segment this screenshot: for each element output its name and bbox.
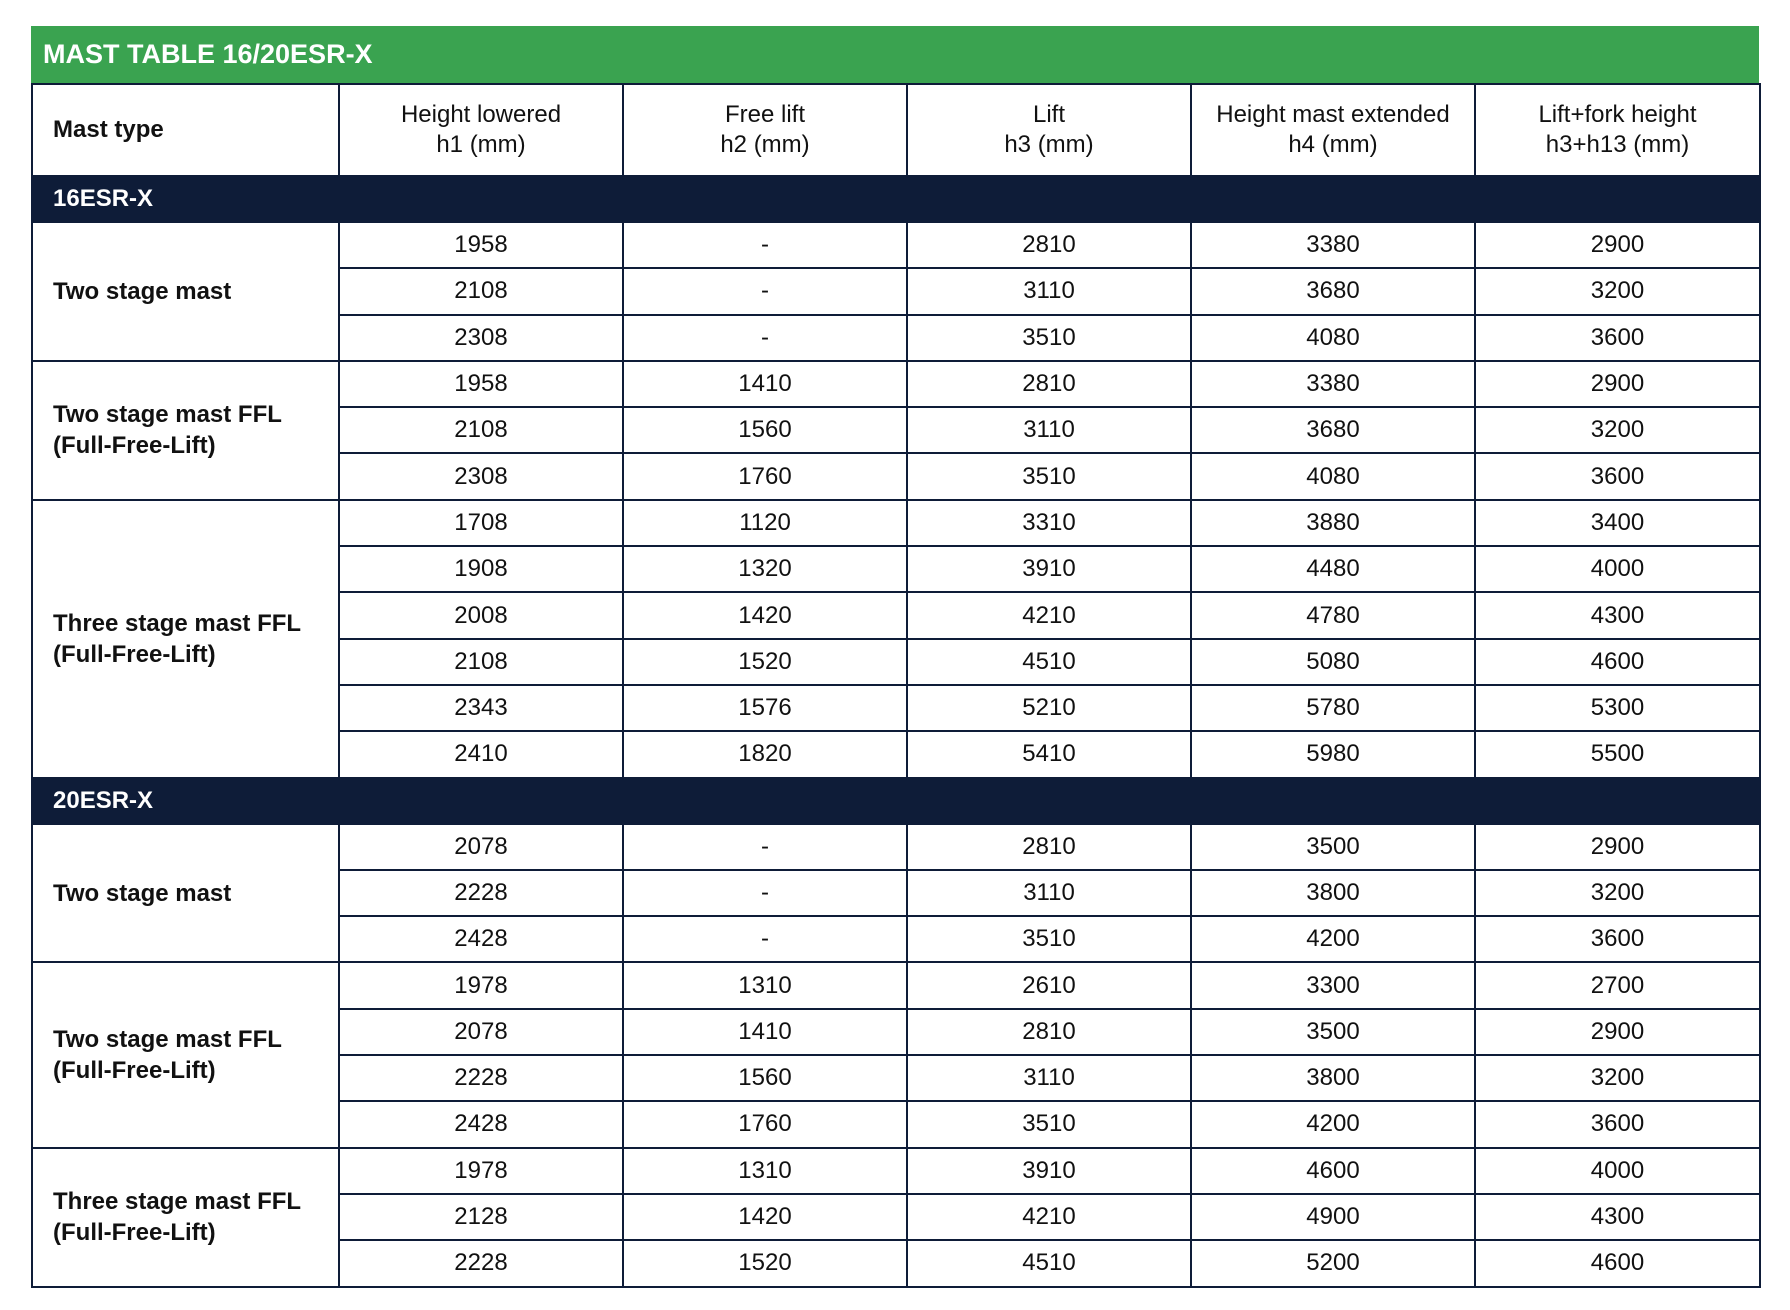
table-cell: - (623, 916, 907, 962)
table-cell: 3300 (1191, 962, 1475, 1008)
mast-type-name: Three stage mast FFL (53, 1188, 302, 1216)
table-cell: 1576 (623, 685, 907, 731)
table-cell: 4200 (1191, 916, 1475, 962)
table-cell: 2228 (339, 1240, 623, 1286)
table-cell: 2128 (339, 1194, 623, 1240)
column-header-free-lift: Free lift h2 (mm) (623, 84, 907, 176)
mast-type-cell (32, 222, 339, 361)
table-cell: 3200 (1475, 1055, 1760, 1101)
table-cell: 3600 (1475, 916, 1760, 962)
table-cell: 3500 (1191, 1009, 1475, 1055)
table-cell: 4300 (1475, 1194, 1760, 1240)
table-cell: 3380 (1191, 222, 1475, 268)
table-cell: 2810 (907, 361, 1191, 407)
table-cell: 3600 (1475, 453, 1760, 499)
table-cell: 5980 (1191, 731, 1475, 777)
column-header-height-lowered: Height lowered h1 (mm) (339, 84, 623, 176)
table-cell: 2900 (1475, 824, 1760, 870)
table-cell: 3910 (907, 1148, 1191, 1194)
table-cell: 1978 (339, 1148, 623, 1194)
table-cell: 3680 (1191, 268, 1475, 314)
table-cell: 1120 (623, 500, 907, 546)
column-header-lift: Lift h3 (mm) (907, 84, 1191, 176)
table-cell: 1310 (623, 962, 907, 1008)
table-cell: 3510 (907, 453, 1191, 499)
mast-type-subtitle: (Full-Free-Lift) (53, 432, 216, 460)
table-cell: 3800 (1191, 1055, 1475, 1101)
table-cell: 2108 (339, 639, 623, 685)
table-row (32, 222, 1760, 268)
table-row (32, 962, 1760, 1008)
table-cell: 3800 (1191, 870, 1475, 916)
table-cell: 2900 (1475, 361, 1760, 407)
table-cell: 3200 (1475, 268, 1760, 314)
table-cell: 2428 (339, 1101, 623, 1147)
table-cell: 1520 (623, 1240, 907, 1286)
table-cell: 5210 (907, 685, 1191, 731)
table-cell: 3110 (907, 407, 1191, 453)
table-cell: 2228 (339, 870, 623, 916)
table-cell: 5410 (907, 731, 1191, 777)
mast-type-cell (32, 500, 339, 778)
table-row (32, 361, 1760, 407)
table-cell: 1420 (623, 592, 907, 638)
section-title: 20ESR-X (32, 778, 1760, 824)
table-cell: - (623, 824, 907, 870)
table-cell: 3680 (1191, 407, 1475, 453)
table-cell: 4300 (1475, 592, 1760, 638)
column-header-height-mast-extended: Height mast extended h4 (mm) (1191, 84, 1475, 176)
table-cell: 2108 (339, 268, 623, 314)
table-cell: 4080 (1191, 315, 1475, 361)
table-cell: 2810 (907, 222, 1191, 268)
table-cell: - (623, 870, 907, 916)
table-cell: 5200 (1191, 1240, 1475, 1286)
table-cell: 3110 (907, 1055, 1191, 1101)
table-cell: 4510 (907, 639, 1191, 685)
table-cell: 2900 (1475, 222, 1760, 268)
table-cell: 2428 (339, 916, 623, 962)
table-cell: - (623, 268, 907, 314)
table-cell: 4210 (907, 1194, 1191, 1240)
table-cell: 5500 (1475, 731, 1760, 777)
table-cell: 4600 (1475, 1240, 1760, 1286)
mast-type-cell (32, 962, 339, 1147)
table-cell: 2410 (339, 731, 623, 777)
table-cell: 3880 (1191, 500, 1475, 546)
mast-type-subtitle: (Full-Free-Lift) (53, 1219, 216, 1247)
mast-type-cell (32, 361, 339, 500)
table-cell: 3200 (1475, 407, 1760, 453)
table-cell: 1958 (339, 222, 623, 268)
table-title: MAST TABLE 16/20ESR-X (31, 26, 1759, 83)
table-cell: 1410 (623, 1009, 907, 1055)
table-cell: 1760 (623, 453, 907, 499)
mast-type-cell (32, 824, 339, 963)
table-cell: 4780 (1191, 592, 1475, 638)
mast-type-name: Two stage mast (53, 879, 232, 907)
mast-type-name: Three stage mast FFL (53, 609, 302, 637)
section-row (32, 176, 1760, 222)
header-row (32, 84, 1760, 176)
table-cell: 1560 (623, 1055, 907, 1101)
table-row (32, 1148, 1760, 1194)
table-cell: 4200 (1191, 1101, 1475, 1147)
table-cell: 3380 (1191, 361, 1475, 407)
table-cell: 2900 (1475, 1009, 1760, 1055)
table-cell: 1420 (623, 1194, 907, 1240)
table-cell: - (623, 315, 907, 361)
table-cell: 1520 (623, 639, 907, 685)
table-cell: 3510 (907, 916, 1191, 962)
table-cell: 1978 (339, 962, 623, 1008)
table-cell: 5300 (1475, 685, 1760, 731)
section-title: 16ESR-X (32, 176, 1760, 222)
table-body (32, 176, 1760, 1287)
table-cell: 3600 (1475, 315, 1760, 361)
table-cell: 2008 (339, 592, 623, 638)
table-cell: 2700 (1475, 962, 1760, 1008)
table-cell: 2810 (907, 824, 1191, 870)
table-cell: 4000 (1475, 1148, 1760, 1194)
table-cell: 1560 (623, 407, 907, 453)
table-cell: 4480 (1191, 546, 1475, 592)
section-row (32, 778, 1760, 824)
table-cell: 2810 (907, 1009, 1191, 1055)
table-cell: 4080 (1191, 453, 1475, 499)
table-cell: 1708 (339, 500, 623, 546)
table-cell: 3510 (907, 1101, 1191, 1147)
table-cell: 2078 (339, 1009, 623, 1055)
table-cell: 4900 (1191, 1194, 1475, 1240)
table-cell: 2308 (339, 453, 623, 499)
table-cell: 3110 (907, 268, 1191, 314)
table-cell: 2343 (339, 685, 623, 731)
table-cell: 3310 (907, 500, 1191, 546)
mast-type-name: Two stage mast (53, 277, 232, 305)
mast-type-name: Two stage mast FFL (53, 1026, 282, 1054)
table-cell: 2078 (339, 824, 623, 870)
table-cell: 1760 (623, 1101, 907, 1147)
table-cell: 2308 (339, 315, 623, 361)
table-cell: 3500 (1191, 824, 1475, 870)
table-cell: 3200 (1475, 870, 1760, 916)
column-header-mast-type: Mast type (32, 84, 339, 176)
table-cell: 1908 (339, 546, 623, 592)
column-header-lift-fork-height: Lift+fork height h3+h13 (mm) (1475, 84, 1760, 176)
mast-type-subtitle: (Full-Free-Lift) (53, 1057, 216, 1085)
table-cell: 1410 (623, 361, 907, 407)
mast-type-subtitle: (Full-Free-Lift) (53, 640, 216, 668)
table-cell: 3510 (907, 315, 1191, 361)
table-cell: 3110 (907, 870, 1191, 916)
table-cell: 1820 (623, 731, 907, 777)
table-cell: 5080 (1191, 639, 1475, 685)
table-cell: 1320 (623, 546, 907, 592)
mast-type-name: Two stage mast FFL (53, 401, 282, 429)
table-cell: 5780 (1191, 685, 1475, 731)
mast-table (31, 83, 1761, 1288)
table-cell: 4510 (907, 1240, 1191, 1286)
table-cell: 3400 (1475, 500, 1760, 546)
table-cell: 4000 (1475, 546, 1760, 592)
mast-table-container (31, 26, 1759, 1288)
table-cell: 2228 (339, 1055, 623, 1101)
table-cell: 4210 (907, 592, 1191, 638)
table-cell: - (623, 222, 907, 268)
table-row (32, 824, 1760, 870)
table-cell: 4600 (1191, 1148, 1475, 1194)
table-cell: 2610 (907, 962, 1191, 1008)
table-cell: 4600 (1475, 639, 1760, 685)
table-cell: 2108 (339, 407, 623, 453)
table-cell: 1310 (623, 1148, 907, 1194)
table-cell: 1958 (339, 361, 623, 407)
table-row (32, 500, 1760, 546)
mast-type-cell (32, 1148, 339, 1287)
table-cell: 3910 (907, 546, 1191, 592)
table-cell: 3600 (1475, 1101, 1760, 1147)
